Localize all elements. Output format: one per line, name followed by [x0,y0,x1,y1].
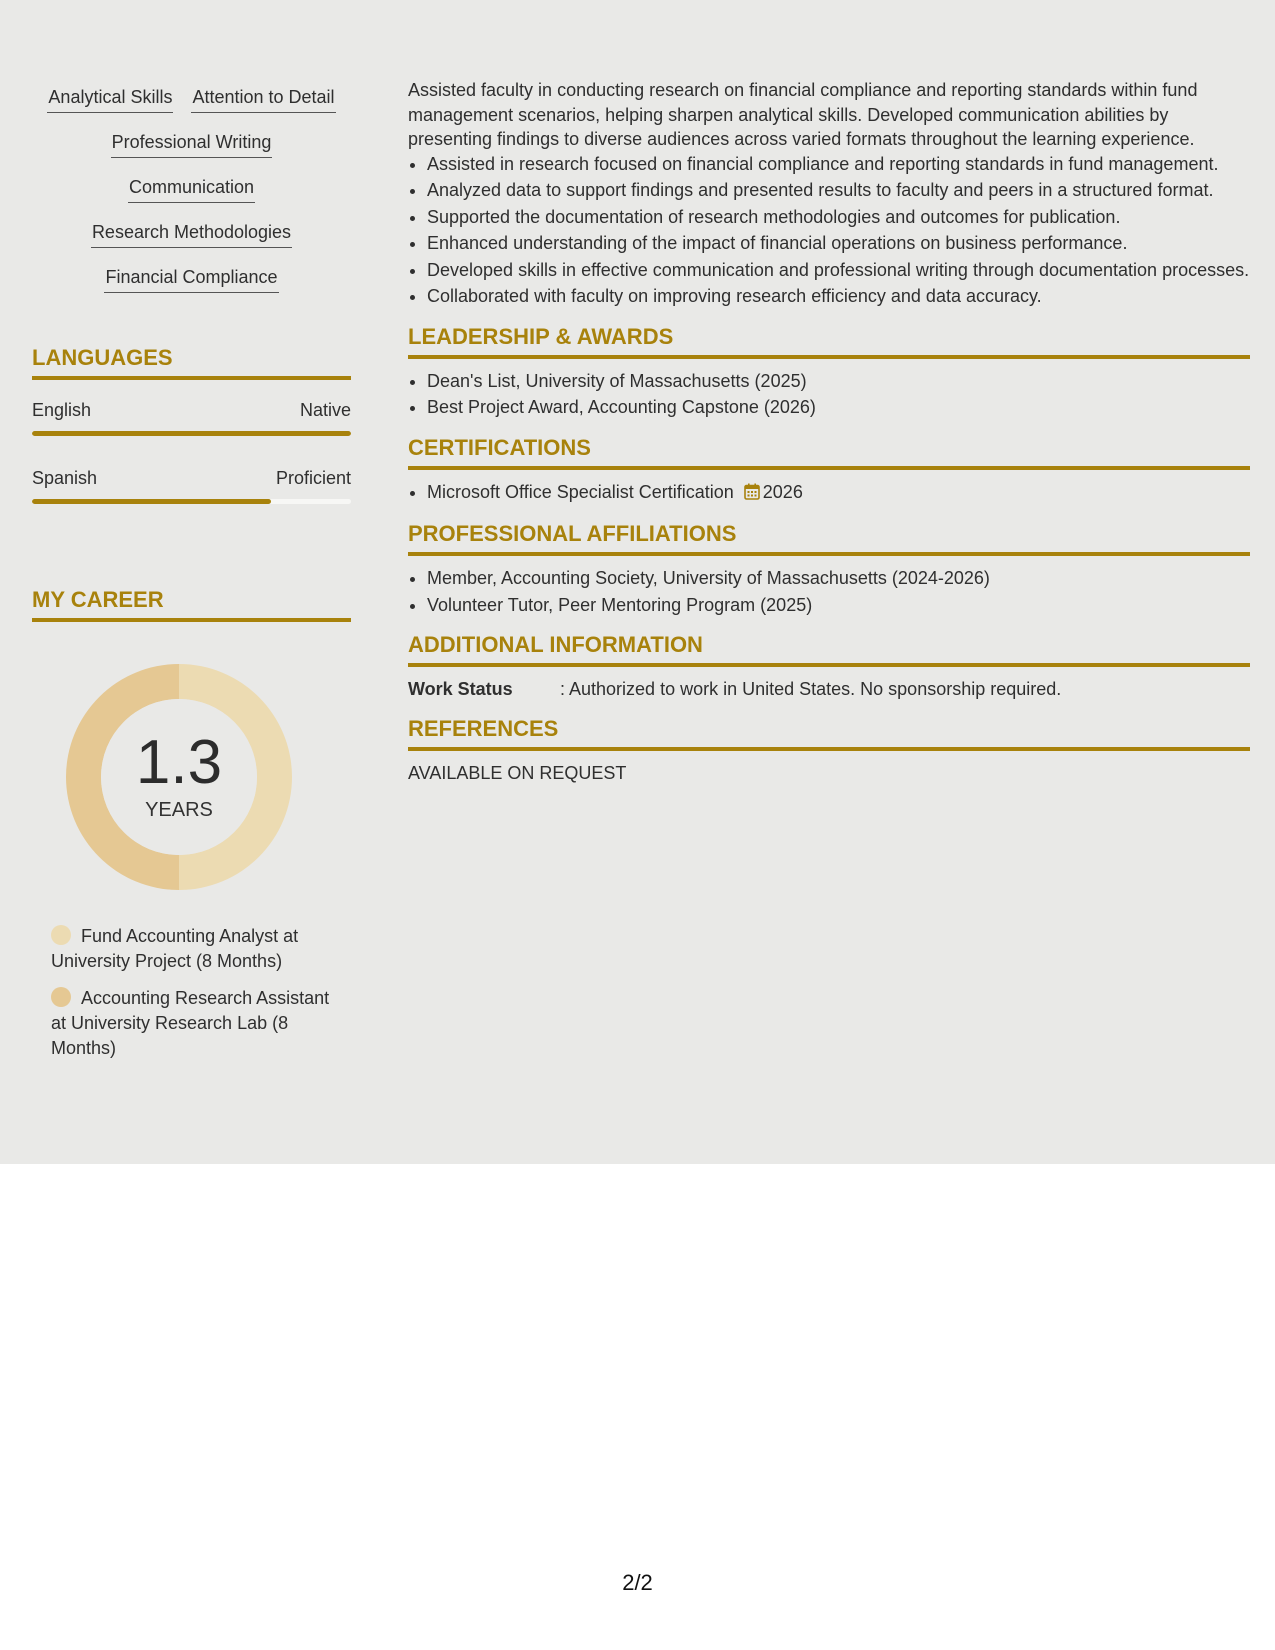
career-heading: MY CAREER [32,586,351,622]
experience-bullets [408,152,1250,309]
languages-section [32,344,351,504]
list-item: • Assisted in research focused on financial compliance and reporting standards in fund management. [427,152,1250,177]
skill-tag: Professional Writing [111,129,273,158]
skills-list [32,84,351,309]
references-text: AVAILABLE ON REQUEST [408,763,627,783]
list-item [427,480,1250,507]
legend-item [51,924,341,974]
skill-tag: Analytical Skills [47,84,173,113]
skill-tag: Communication [128,174,255,203]
list-item: • Analyzed data to support findings and presented results to faculty and peers in a structured format. [427,178,1250,203]
skill-row [32,264,351,309]
skill-tag: Financial Compliance [104,264,278,293]
experience-summary: Assisted faculty in conducting research on financial compliance and reporting standards within fund management scenarios, helping sharpen analytical skills. Developed communication abilities by presenting findings to diverse audiences across varied formats throughout the learning experience. [408,80,1198,149]
list-item: • Volunteer Tutor, Peer Mentoring Program (2025) [427,593,1250,618]
certification-year: 2026 [762,481,803,502]
legend-item [51,986,341,1061]
career-years-label: YEARS [145,799,213,821]
affiliations-list [408,566,1250,617]
skill-tag: Attention to Detail [191,84,335,113]
language-item [32,398,351,436]
leadership-heading: LEADERSHIP & AWARDS [408,323,1250,359]
certification-name: Microsoft Office Specialist Certification [427,481,734,502]
certifications-heading: CERTIFICATIONS [408,434,1250,470]
skill-row [32,129,351,174]
language-bar-fill [32,499,271,504]
work-status-label: Work Status [408,679,513,699]
language-name: English [32,400,92,420]
list-item: • Collaborated with faculty on improving research efficiency and data accuracy. [427,284,1250,309]
additional-info-heading: ADDITIONAL INFORMATION [408,631,1250,667]
language-bar-fill [32,431,351,436]
work-status-value: : Authorized to work in United States. No sponsorship required. [560,679,1062,699]
list-item: • Enhanced understanding of the impact of financial operations on business performance. [427,231,1250,256]
language-name: Spanish [32,468,98,488]
legend-dot [51,925,71,945]
skill-row [32,84,351,129]
language-level: Proficient [275,468,351,488]
language-level: Native [299,400,351,420]
career-total-years: 1.3 [135,728,223,797]
list-item: • Developed skills in effective communication and professional writing through documentation processes. [427,258,1250,283]
list-item: • Best Project Award, Accounting Capstone (2026) [427,395,1250,420]
skill-row [32,219,351,264]
calendar-icon [744,482,760,507]
work-status-row [408,677,1250,701]
legend-dot [51,987,71,1007]
affiliations-heading: PROFESSIONAL AFFILIATIONS [408,520,1250,556]
language-bar [32,499,351,504]
right-column [408,78,1250,785]
career-donut-chart [66,664,292,890]
list-item: • Member, Accounting Society, University of Massachusetts (2024-2026) [427,566,1250,591]
legend-label: Accounting Research Assistant at University Research Lab (8 Months) [51,988,330,1058]
language-item [32,466,351,504]
certifications-list [408,480,1250,507]
list-item: • Dean's List, University of Massachusetts (2025) [427,369,1250,394]
languages-heading: LANGUAGES [32,344,351,380]
career-section [32,586,351,1058]
page-number: 2/2 [622,1570,653,1595]
legend-label: Fund Accounting Analyst at University Project (8 Months) [51,926,299,971]
skill-tag: Research Methodologies [91,219,292,248]
skill-row [32,174,351,219]
language-bar [32,431,351,436]
list-item: • Supported the documentation of research methodologies and outcomes for publication. [427,205,1250,230]
references-heading: REFERENCES [408,715,1250,751]
leadership-list [408,369,1250,420]
career-legend [51,924,341,1073]
